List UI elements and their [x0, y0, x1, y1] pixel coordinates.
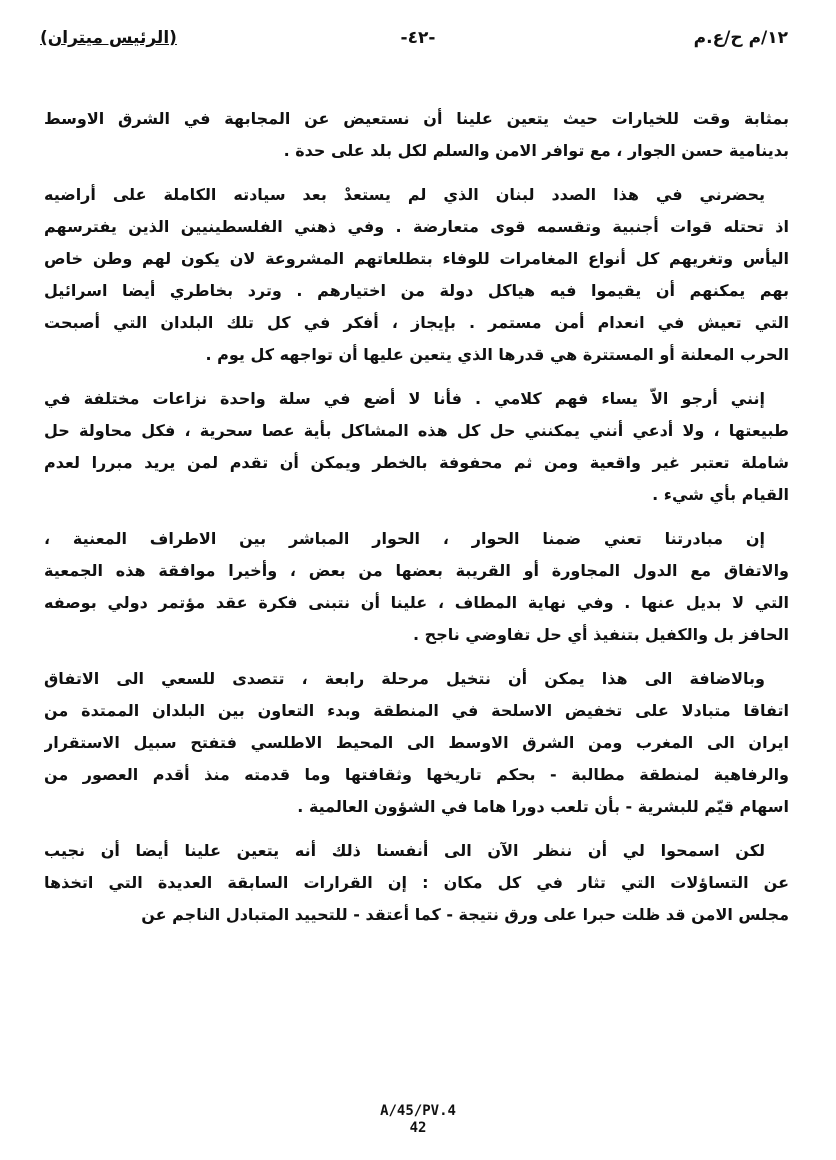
text-line: بدينامية حسن الجوار ، مع توافر الامن والسلم لكل بلد على حدة .: [283, 141, 789, 160]
text-line: لكن اسمحوا لي أن ننظر الآن الى أنفسنا ذلك أنه يتعين علينا أيضا أن نجيب: [44, 841, 765, 860]
page-number: 42: [409, 1120, 427, 1136]
text-line: طبيعتها ، ولا أدعي أنني يمكنني حل كل هذه المشاكل بأية عصا سحرية ، فكل محاولة حل: [44, 421, 789, 440]
text-line: مجلس الامن قد ظلت حبرا على ورق نتيجة - كما أعتقد - للتحييد المتبادل الناجم عن: [141, 905, 789, 924]
body-text: [44, 103, 789, 931]
text-line: والاتفاق مع الدول المجاورة أو القريبة بعضها من بعض ، وأخيرا موافقة هذه الجمعية: [44, 561, 789, 580]
text-line: شاملة تعتبر غير واقعية ومن ثم محفوفة بالخطر ويمكن أن تقدم لمن يريد مبررا لعدم: [44, 453, 789, 472]
text-line: إن مبادرتنا تعني ضمنا الحوار ، الحوار المباشر بين الاطراف المعنية ،: [44, 529, 765, 548]
text-line: اسهام قيّم للبشرية - بأن تلعب دورا هاما في الشؤون العالمية .: [297, 797, 789, 816]
text-line: إنني أرجو الاّ يساء فهم كلامي . فأنا لا أضع في سلة واحدة نزاعات مختلفة في: [44, 389, 765, 408]
text-line: التي لا بديل عنها . وفي نهاية المطاف ، علينا أن نتبنى فكرة عقد مؤتمر دولي بوصفه: [44, 593, 789, 612]
text-line: التي تعيش في انعدام أمن مستمر . بإيجاز ، أفكر في كل تلك البلدان التي أصبحت: [44, 313, 789, 332]
text-line: بهم يمكنهم أن يقيموا فيه هياكل دولة من اختيارهم . وترد بخاطري أيضا اسرائيل: [44, 281, 789, 300]
paragraph: [44, 523, 789, 651]
paragraph: [44, 383, 789, 511]
text-line: الحرب المعلنة أو المستترة هي قدرها الذي يتعين عليها أن تواجهه كل يوم .: [205, 345, 789, 364]
text-line: والرفاهية لمنطقة مطالبة - بحكم تاريخها وثقافتها وما قدمته منذ أقدم العصور من: [44, 765, 789, 784]
text-line: اتفاقا متبادلا على تخفيض الاسلحة في المنطقة وبدء التعاون بين البلدان الممتدة من: [44, 701, 789, 720]
page-header: [40, 28, 796, 58]
header-speaker: (الرئيس ميتران): [40, 28, 177, 48]
text-line: وبالاضافة الى هذا يمكن أن نتخيل مرحلة رابعة ، تتصدى للسعي الى الاتفاق: [44, 669, 765, 688]
text-line: اليأس وتغريهم كل أنواع المغامرات للوفاء بتطلعاتهم المشروعة لان يكون لهم وطن خاص: [44, 249, 789, 268]
text-line: ايران الى المغرب ومن الشرق الاوسط الى المحيط الاطلسي فتفتح سبيل الاستقرار: [44, 733, 789, 752]
text-line: يحضرني في هذا الصدد لبنان الذي لم يستعدْ بعد سيادته الكاملة على أراضيه: [44, 185, 765, 204]
paragraph: [44, 663, 789, 823]
paragraph: [44, 103, 789, 167]
header-page-marker: -٤٢-: [400, 28, 436, 48]
text-line: اذ تحتله قوات أجنبية وتقسمه قوى متعارضة . وفي ذهني الفلسطينيين الذين يفترسهم: [44, 217, 789, 236]
text-line: الحافز بل والكفيل بتنفيذ أي حل تفاوضي ناجح .: [413, 625, 789, 644]
paragraph: [44, 179, 789, 371]
document-symbol: A/45/PV.4: [380, 1103, 456, 1119]
header-reference: ١٢/م ح/ع.م: [693, 28, 788, 48]
page-footer: [0, 1103, 836, 1137]
text-line: بمثابة وقت للخيارات حيث يتعين علينا أن نستعيض عن المجابهة في الشرق الاوسط: [44, 109, 789, 128]
paragraph: [44, 835, 789, 931]
text-line: عن التساؤلات التي تثار في كل مكان : إن القرارات السابقة العديدة التي اتخذها: [44, 873, 789, 892]
text-line: القيام بأي شيء .: [652, 485, 789, 504]
